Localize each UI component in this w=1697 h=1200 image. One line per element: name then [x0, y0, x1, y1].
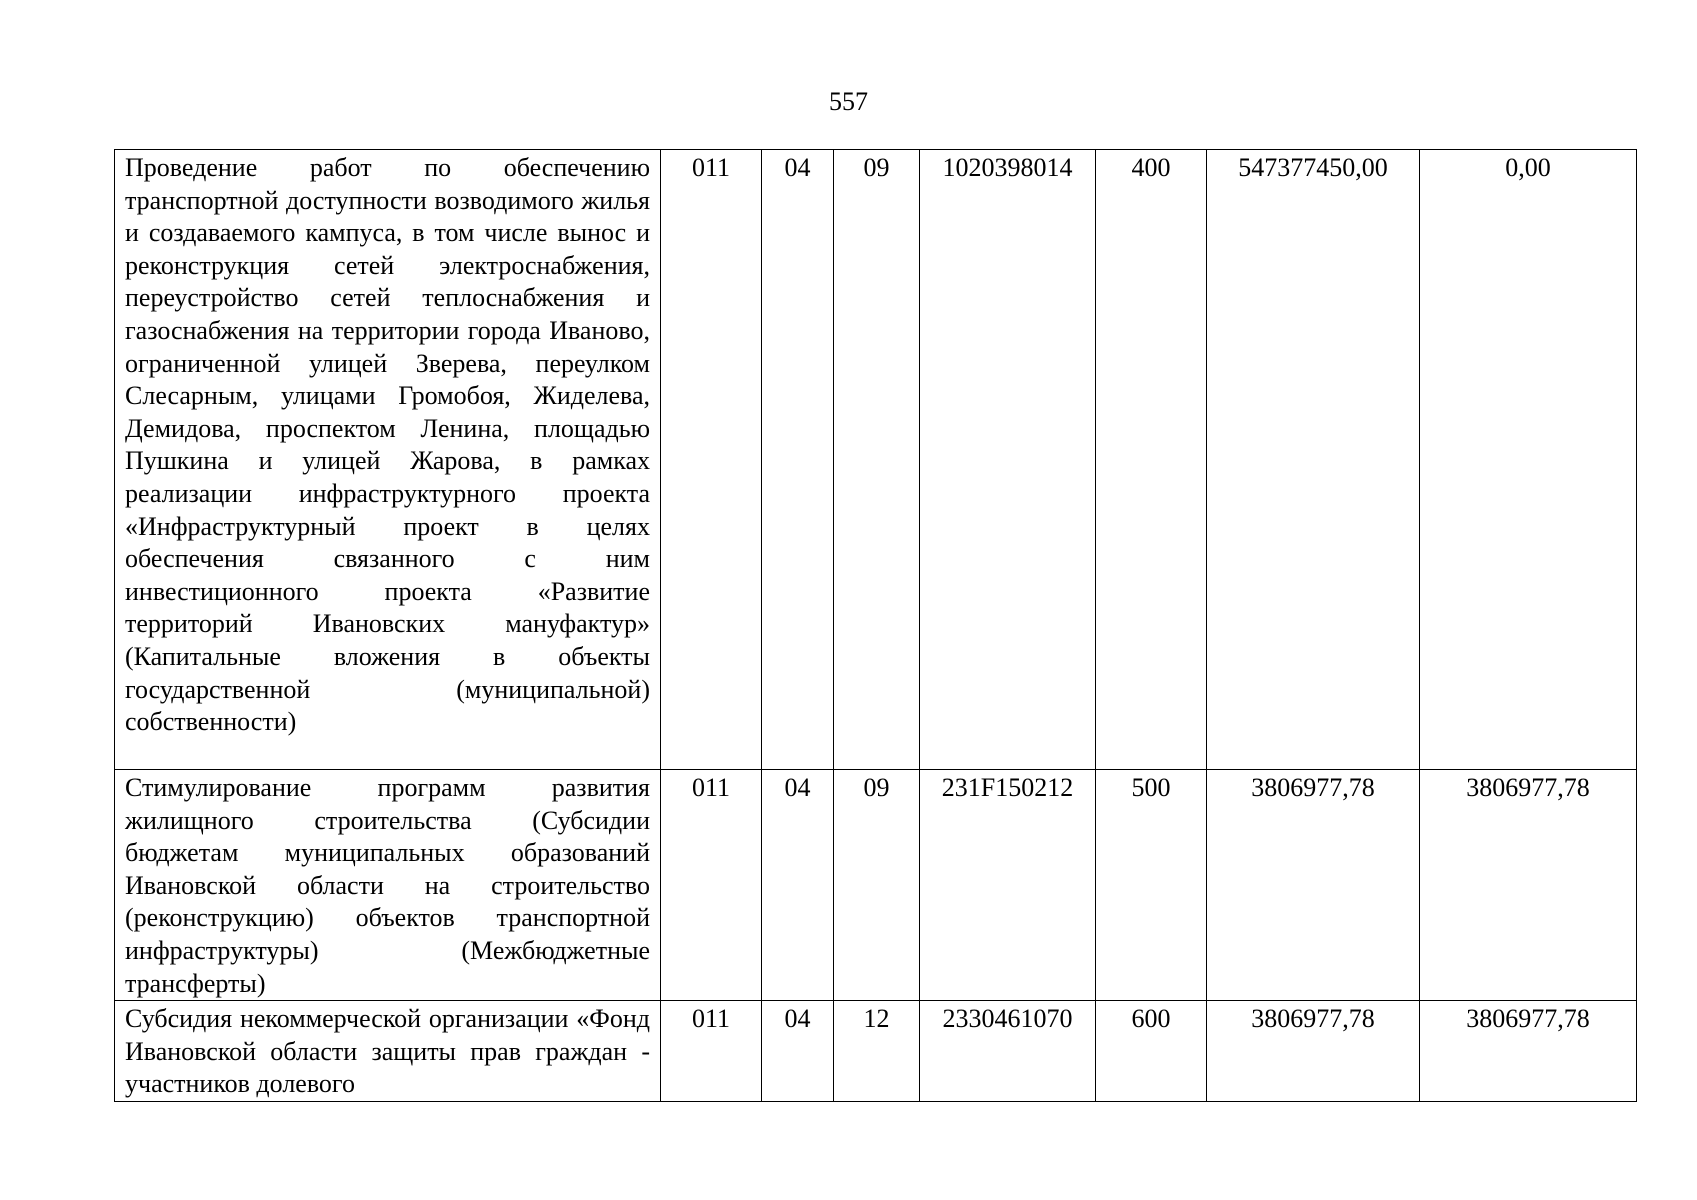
- section-code: 04: [762, 150, 834, 770]
- amount-second: 3806977,78: [1420, 1001, 1637, 1102]
- page-number: 557: [829, 87, 868, 116]
- subsection-code: 09: [834, 150, 920, 770]
- row-description: Проведение работ по обеспечению транспортной доступности возводимого жилья и создаваемого кампуса, в том числе вынос и реконструкция сетей электроснабжения, переустройство сетей теплоснабжения и газоснабжения на территории города Иваново, ограниченной улицей Зверева, переулком Слесарным, улицами Громобоя, Жиделева, Демидова, проспектом Ленина, площадью Пушкина и улицей Жарова, в рамках реализации инфраструктурного проекта «Инфраструктурный проект в целях обеспечения связанного с ним инвестиционного проекта «Развитие территорий Ивановских мануфактур» (Капитальные вложения в объекты государственной (муниципальной) собственности): [115, 150, 661, 770]
- table-row: [115, 150, 1637, 770]
- table-row: [115, 770, 1637, 1001]
- row-description: Субсидия некоммерческой организации «Фонд Ивановской области защиты прав граждан - участников долевого: [115, 1001, 661, 1102]
- subsection-code: 12: [834, 1001, 920, 1102]
- expense-type-code: 600: [1096, 1001, 1207, 1102]
- target-article-code: 2330461070: [920, 1001, 1096, 1102]
- row-description: Стимулирование программ развития жилищного строительства (Субсидии бюджетам муниципальных образований Ивановской области на строительство (реконструкцию) объектов транспортной инфраструктуры) (Межбюджетные трансферты): [115, 770, 661, 1001]
- amount-second: 3806977,78: [1420, 770, 1637, 1001]
- subsection-code: 09: [834, 770, 920, 1001]
- section-code: 04: [762, 770, 834, 1001]
- amount-first: 3806977,78: [1207, 1001, 1420, 1102]
- expense-type-code: 500: [1096, 770, 1207, 1001]
- budget-table: [114, 149, 1637, 1102]
- ministry-code: 011: [661, 770, 762, 1001]
- amount-first: 547377450,00: [1207, 150, 1420, 770]
- amount-second: 0,00: [1420, 150, 1637, 770]
- target-article-code: 1020398014: [920, 150, 1096, 770]
- table-row: [115, 1001, 1637, 1102]
- expense-type-code: 400: [1096, 150, 1207, 770]
- amount-first: 3806977,78: [1207, 770, 1420, 1001]
- section-code: 04: [762, 1001, 834, 1102]
- ministry-code: 011: [661, 150, 762, 770]
- ministry-code: 011: [661, 1001, 762, 1102]
- target-article-code: 231F150212: [920, 770, 1096, 1001]
